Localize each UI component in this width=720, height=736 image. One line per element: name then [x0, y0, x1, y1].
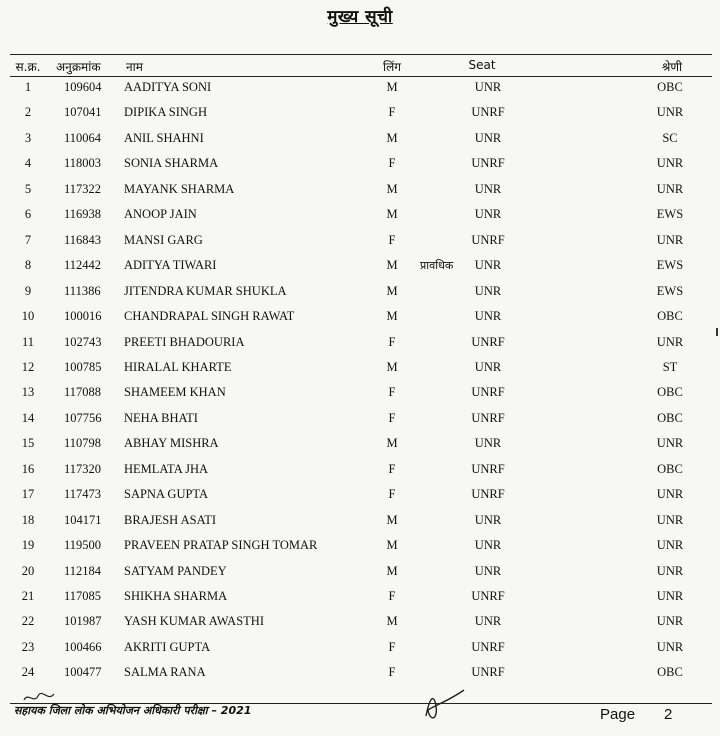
row-name: SONIA SHARMA	[124, 156, 219, 171]
row-serial: 5	[24, 181, 32, 196]
row-gender: F	[388, 410, 396, 425]
row-serial: 10	[21, 309, 35, 324]
row-category: EWS	[656, 283, 684, 298]
row-seat: UNR	[474, 512, 502, 527]
row-roll-number: 117085	[64, 589, 102, 603]
row-name: AADITYA SONI	[124, 80, 212, 94]
row-category: EWS	[656, 258, 684, 273]
row-name: SALMA RANA	[124, 665, 206, 680]
row-seat: UNRF	[471, 665, 505, 680]
table-row	[0, 409, 720, 429]
footer-exam-title: सहायक जिला लोक अभियोजन अधिकारी परीक्षा – 2021	[14, 704, 252, 717]
row-seat: UNRF	[471, 461, 505, 476]
row-gender: M	[386, 359, 398, 374]
row-name: ADITYA TIWARI	[124, 258, 217, 273]
row-category: UNR	[656, 487, 684, 502]
row-gender: F	[388, 334, 396, 349]
table-header	[0, 56, 720, 76]
row-name: SHAMEEM KHAN	[124, 385, 226, 400]
row-name: PRAVEEN PRATAP SINGH TOMAR	[124, 538, 318, 553]
row-name: YASH KUMAR AWASTHI	[124, 614, 264, 629]
row-serial: 17	[21, 487, 35, 502]
row-seat: UNR	[474, 309, 502, 324]
row-gender: M	[386, 614, 398, 629]
row-roll-number: 117322	[64, 181, 102, 196]
row-seat: UNR	[474, 614, 502, 629]
row-serial: 13	[21, 385, 35, 400]
row-category: UNR	[656, 639, 684, 654]
row-seat: UNRF	[471, 105, 505, 120]
row-seat: UNRF	[471, 385, 505, 400]
table-row	[0, 180, 720, 200]
table-row	[0, 78, 720, 98]
row-roll-number: 100785	[64, 359, 102, 374]
row-roll-number: 104171	[64, 512, 102, 527]
row-roll-number: 102743	[64, 334, 102, 349]
table-row	[0, 358, 720, 378]
table-row	[0, 612, 720, 632]
header-roll: अनुक्रमांक	[56, 60, 101, 74]
row-roll-number: 110064	[64, 130, 102, 145]
table-row	[0, 663, 720, 683]
table-row	[0, 282, 720, 302]
row-seat: UNRF	[471, 156, 505, 171]
row-seat: UNRF	[471, 232, 505, 247]
row-seat: UNR	[474, 258, 502, 273]
row-seat: UNR	[474, 207, 502, 222]
row-roll-number: 117473	[64, 487, 102, 502]
row-category: ST	[662, 359, 678, 374]
header-category: श्रेणी	[661, 60, 683, 74]
row-seat: UNRF	[471, 487, 505, 502]
row-roll-number: 100016	[64, 309, 102, 324]
row-seat: UNRF	[471, 589, 505, 603]
row-seat: UNR	[474, 80, 502, 94]
row-gender: F	[388, 105, 396, 120]
row-category: OBC	[657, 309, 683, 324]
table-row	[0, 460, 720, 480]
row-roll-number: 110798	[64, 436, 102, 451]
table-row	[0, 256, 720, 276]
row-category: UNR	[656, 181, 684, 196]
row-serial: 15	[21, 436, 35, 451]
row-roll-number: 117320	[64, 461, 102, 476]
row-serial: 14	[21, 410, 35, 425]
row-seat: UNR	[474, 436, 502, 451]
row-roll-number: 101987	[64, 614, 102, 629]
row-serial: 16	[21, 461, 35, 476]
header-top-rule	[10, 54, 712, 55]
row-name: NEHA BHATI	[124, 410, 198, 425]
row-category: OBC	[657, 665, 683, 680]
table-row	[0, 231, 720, 251]
row-serial: 2	[24, 105, 32, 120]
row-gender: F	[388, 385, 396, 400]
table-row	[0, 129, 720, 149]
table-row	[0, 562, 720, 582]
row-gender: M	[386, 538, 398, 553]
table-row	[0, 485, 720, 505]
row-category: OBC	[657, 461, 683, 476]
row-serial: 23	[21, 639, 35, 654]
row-seat: UNR	[474, 283, 502, 298]
table-row	[0, 154, 720, 174]
header-bottom-rule	[10, 76, 712, 77]
row-roll-number: 112184	[64, 563, 102, 578]
row-roll-number: 112442	[64, 258, 102, 273]
row-category: UNR	[656, 589, 684, 603]
row-serial: 19	[21, 538, 35, 553]
row-seat: UNR	[474, 181, 502, 196]
row-gender: M	[386, 512, 398, 527]
header-name: नाम	[126, 60, 143, 74]
row-roll-number: 117088	[64, 385, 102, 400]
row-serial: 22	[21, 614, 35, 629]
row-roll-number: 119500	[64, 538, 102, 553]
row-gender: M	[386, 436, 398, 451]
row-name: HIRALAL KHARTE	[124, 359, 232, 374]
row-gender: M	[386, 283, 398, 298]
row-gender: M	[386, 181, 398, 196]
table-row	[0, 307, 720, 327]
row-roll-number: 107041	[64, 105, 102, 120]
row-gender: F	[388, 639, 396, 654]
row-name: ANIL SHAHNI	[124, 130, 204, 145]
row-serial: 3	[24, 130, 32, 145]
row-gender: F	[388, 665, 396, 680]
footer-page-number: 2	[664, 706, 673, 723]
row-name: SATYAM PANDEY	[124, 563, 227, 578]
row-gender: M	[386, 207, 398, 222]
row-seat: UNR	[474, 563, 502, 578]
row-serial: 20	[21, 563, 35, 578]
row-serial: 4	[24, 156, 32, 171]
row-roll-number: 100466	[64, 639, 102, 654]
row-roll-number: 107756	[64, 410, 102, 425]
row-name: ANOOP JAIN	[124, 207, 197, 222]
row-gender: M	[386, 563, 398, 578]
table-row	[0, 333, 720, 353]
row-name: MANSI GARG	[124, 232, 203, 247]
row-gender: M	[386, 309, 398, 324]
row-serial: 9	[24, 283, 32, 298]
row-name: AKRITI GUPTA	[124, 639, 211, 654]
row-seat: UNR	[474, 130, 502, 145]
row-name: CHANDRAPAL SINGH RAWAT	[124, 309, 295, 324]
row-category: UNR	[656, 334, 684, 349]
row-seat: UNRF	[471, 639, 505, 654]
row-serial: 7	[24, 232, 32, 247]
table-row	[0, 536, 720, 556]
row-gender: F	[388, 232, 396, 247]
row-serial: 11	[21, 334, 35, 349]
row-gender: M	[386, 80, 398, 94]
row-category: UNR	[656, 156, 684, 171]
footer-page-label: Page	[600, 706, 636, 723]
row-category: OBC	[657, 385, 683, 400]
row-name: JITENDRA KUMAR SHUKLA	[124, 283, 287, 298]
row-gender: F	[388, 589, 396, 603]
row-category: UNR	[656, 105, 684, 120]
row-roll-number: 116938	[64, 207, 102, 222]
row-serial: 8	[24, 258, 32, 273]
row-category: UNR	[656, 563, 684, 578]
page-title: मुख्य सूची	[327, 7, 393, 27]
table-row	[0, 383, 720, 403]
row-gender: F	[388, 487, 396, 502]
row-gender: M	[386, 130, 398, 145]
row-name: SAPNA GUPTA	[124, 487, 209, 502]
row-name: PREETI BHADOURIA	[124, 334, 245, 349]
row-gender: F	[388, 156, 396, 171]
table-row	[0, 434, 720, 454]
row-roll-number: 100477	[64, 665, 102, 680]
row-serial: 21	[21, 589, 35, 603]
row-category: SC	[662, 130, 678, 145]
row-name: DIPIKA SINGH	[124, 105, 207, 120]
row-category: UNR	[656, 614, 684, 629]
row-name: HEMLATA JHA	[124, 461, 209, 476]
row-serial: 1	[24, 80, 32, 94]
header-serial: स.क्र.	[15, 60, 41, 74]
row-seat: UNRF	[471, 334, 505, 349]
table-row	[0, 205, 720, 225]
row-roll-number: 111386	[64, 283, 101, 298]
row-serial: 24	[21, 665, 35, 680]
table-row	[0, 638, 720, 658]
row-roll-number: 109604	[64, 80, 102, 94]
row-name: BRAJESH ASATI	[124, 512, 217, 527]
row-seat: UNR	[474, 359, 502, 374]
row-name: SHIKHA SHARMA	[124, 589, 228, 603]
row-roll-number: 116843	[64, 232, 102, 247]
row-serial: 12	[21, 359, 35, 374]
header-gender: लिंग	[382, 60, 401, 74]
row-serial: 6	[24, 207, 32, 222]
row-seat: UNRF	[471, 410, 505, 425]
table-row	[0, 587, 720, 607]
row-category: OBC	[657, 80, 683, 94]
table-row	[0, 511, 720, 531]
row-category: UNR	[656, 512, 684, 527]
row-seat: UNR	[474, 538, 502, 553]
signature	[420, 686, 470, 726]
row-roll-number: 118003	[64, 156, 102, 171]
margin-mark	[716, 328, 718, 336]
row-gender: M	[386, 258, 398, 273]
row-category: UNR	[656, 436, 684, 451]
row-category: UNR	[656, 538, 684, 553]
header-seat: Seat	[468, 58, 496, 72]
row-category: OBC	[657, 410, 683, 425]
row-gender: F	[388, 461, 396, 476]
row-serial: 18	[21, 512, 35, 527]
row-category: UNR	[656, 232, 684, 247]
row-note: प्रावधिक	[420, 259, 454, 273]
row-category: EWS	[656, 207, 684, 222]
row-name: ABHAY MISHRA	[124, 436, 219, 451]
row-name: MAYANK SHARMA	[124, 181, 235, 196]
table-row	[0, 103, 720, 123]
